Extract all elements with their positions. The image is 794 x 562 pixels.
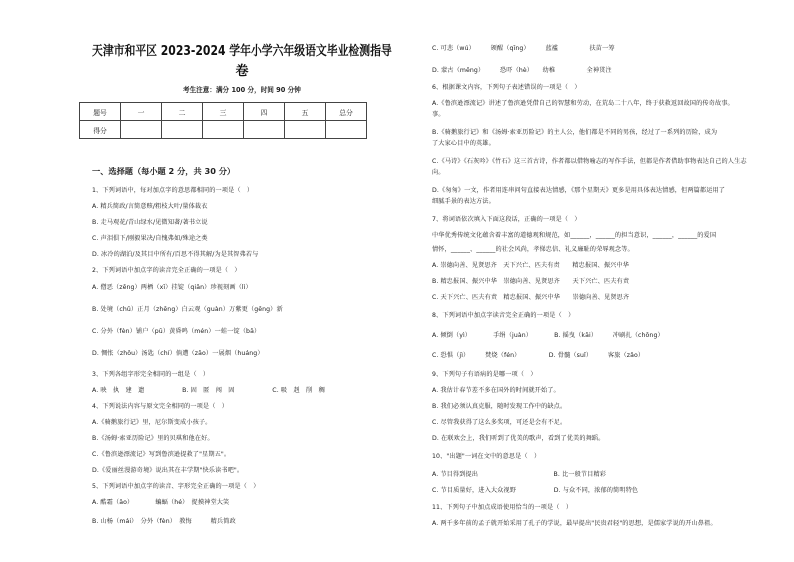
- question-line: A. 映 执 建 遗 B. 固 匿 闯 固 C. 吸 赳 削 稠: [92, 387, 325, 394]
- question-line: A.《鲁滨逊漂流记》讲述了鲁滨逊凭借自己的智慧和劳动，在荒岛二十八年，终于获救返回故国的传奇故事。: [432, 100, 734, 107]
- score-header-cell: 一: [121, 103, 162, 121]
- section-heading: 一、选择题（每小题 2 分，共 30 分）: [92, 166, 236, 176]
- question-line: D. 在联欢会上，我们听到了优美的歌声，看到了优美的舞蹈。: [432, 435, 605, 442]
- question-line: 6、根据课文内容，下列句子表述错误的一项是（ ）: [432, 84, 581, 91]
- question-line: 了大家心目中的英雄。: [432, 140, 495, 147]
- question-line: B. 走马观花/青山绿水/见微知著/著书立说: [92, 219, 208, 226]
- question-line: 向。: [432, 169, 445, 176]
- question-line: A. 倾倒（yì） 手绢（juàn） B. 摇曳（kāi） 冲刷扎（chōng）: [432, 332, 664, 339]
- question-line: 7、将词语依次填入下面这段话，正确的一项是（ ）: [432, 216, 581, 223]
- question-line: A. 两千多年前的孟子就开始采用了孔子的学说，最早提出"民贵君轻"的思想，是儒家学说的开山鼻祖。: [432, 520, 717, 527]
- question-line: D. 惆怅（zhōu）汤匙（chí）倘遭（zāo）一展烟（huáng）: [92, 350, 264, 357]
- question-line: C. 可悲（wú） 颁醒（qīng） 蓝褴 扶苗一筹: [432, 45, 615, 52]
- question-line: C.《马诗》《石灰吟》《竹石》这三首古诗，作者都以借物喻志的写作手法，但都是作者借助事物表达自己的人生志: [432, 158, 747, 165]
- score-table: [79, 102, 367, 139]
- score-table-header-row: [80, 103, 367, 121]
- question-line: C. 天下兴亡、匹夫有责 精忠报国、振兴中华 崇德向善、见贤思齐: [432, 294, 630, 301]
- exam-title-line1: 天津市和平区 2023-2024 学年小学六年级语文毕业检测指导: [92, 44, 392, 59]
- question-line: 8、下列词语中加点字读音完全正确的一项是（ ）: [432, 312, 575, 319]
- question-line: A.《骑鹅旅行记》里，尼尔斯变成小孩子。: [92, 419, 212, 426]
- question-line: 9、下列句子有语病的是哪一项（ ）: [432, 371, 537, 378]
- score-header-cell: 五: [285, 103, 326, 121]
- score-table-score-row: [80, 121, 367, 139]
- question-line: B. 精忠报国、振兴中华 崇德向善、见贤思齐 天下兴亡、匹夫有责: [432, 278, 630, 285]
- question-line: 3、下列各组字形完全相同的一组是（ ）: [92, 371, 210, 378]
- question-line: C. 恐惧（jì） 焚烧（fén） D. 骨髓（suǐ） 客旅（zǎo）: [432, 352, 645, 359]
- score-cell[interactable]: [203, 121, 244, 139]
- score-header-cell: 总分: [326, 103, 367, 121]
- question-line: A. 崇德向善、见贤思齐 天下兴亡、匹夫有责 精忠报国、振兴中华: [432, 262, 629, 269]
- question-line: B.《汤姆·索亚历险记》里的贝琪和他在好。: [92, 435, 214, 442]
- question-line: B.《骑鹅旅行记》和《汤姆·索亚历险记》的主人公，他们都是不同的男孩，经过了一系列的历险，成为: [432, 129, 718, 136]
- score-cell[interactable]: [285, 121, 326, 139]
- question-line: A. 节目得到提出 B. 比一般节目精彩: [432, 471, 607, 478]
- question-line: 4、下列说法内容与原文完全相同的一项是（ ）: [92, 403, 229, 410]
- question-line: A. 僧恶（zēng）两栖（xī）挂锭（qiān）珍视刻画（lì）: [92, 284, 252, 291]
- question-line: 2、下列词语中加点字的读音完全正确的一项是（ ）: [92, 267, 241, 274]
- score-header-cell: 三: [203, 103, 244, 121]
- question-line: D.《爱丽丝漫游奇境》说出其在丰学期"快乐读书吧"。: [92, 467, 244, 474]
- exam-title-line2: 卷: [235, 64, 249, 79]
- score-cell[interactable]: [326, 121, 367, 139]
- question-line: 11、下列句子中加点成语使用恰当的一项是（ ）: [432, 504, 573, 511]
- question-line: C. 节目质量好，进入大众视野 D. 与众不同，浓郁的简明特色: [432, 487, 639, 494]
- question-line: C. 声泪俱下/刚毅果决/自愧弗如/殊途之类: [92, 235, 208, 242]
- question-line: B. 处境（chǔ）正月（zhēng）白云观（guàn）万紫更（gēng）新: [92, 306, 283, 313]
- question-line: D. 冰冷的湖泊/及其目中所有/百思不得其解/为是其智弗若与: [92, 251, 259, 258]
- question-line: 1、下列词语中，每对加点字的意思都相同的一项是（ ）: [92, 187, 254, 194]
- question-line: 情怀，______、______的社会风尚，孝悌忠信、礼义廉耻的荣辱观念等。: [432, 246, 634, 253]
- question-line: 中华优秀传统文化蕴含着丰富的道德观和规范，如______，______的担当意识，______，______的爱国: [432, 232, 717, 239]
- question-line: D.《匆匆》一文，作者用连串问句直接表达情感，《那个星期天》更多是用具体表达情感，但两篇都运用了: [432, 187, 726, 194]
- question-line: B. 山杨（mái） 分外（fèn） 教悔 精兵简政: [92, 518, 236, 525]
- question-line: 事。: [432, 111, 445, 118]
- exam-notice: 考生注意：满分 100 分，时间 90 分钟: [183, 86, 301, 94]
- score-cell[interactable]: [121, 121, 162, 139]
- score-row-label: 得分: [80, 121, 121, 139]
- question-line: B. 我们必须认真克服，随时发现工作中的缺点。: [432, 403, 567, 410]
- question-line: C. 分外（fèn）铺户（pū）黄昏鸣（mén）一蛙一锭（bā）: [92, 328, 261, 335]
- score-cell[interactable]: [162, 121, 203, 139]
- question-line: 细腻手景的表达方法。: [432, 198, 495, 205]
- question-line: A. 我估计春节差不多在国外的时间就开始了。: [432, 387, 560, 394]
- score-header-cell: 二: [162, 103, 203, 121]
- question-line: C. 尽管我获得了这么多奖项，可还是会有不足。: [432, 419, 567, 426]
- question-line: D. 蒙古（mēng） 恐吓（hè） 幼稚 全神贯注: [432, 67, 612, 74]
- question-line: 10、"出题"一词在文中的意思是（ ）: [432, 453, 541, 460]
- question-line: C.《鲁滨逊漂流记》写到鲁滨逊提救了"星期五"。: [92, 451, 231, 458]
- score-header-cell: 题号: [80, 103, 121, 121]
- question-line: A. 酷霜（āo） 蝙蝠（hé） 捉摸神堂大笑: [92, 499, 230, 506]
- question-line: A. 精兵简政/言简意赅/粗枝大叶/量体裁衣: [92, 203, 208, 210]
- question-line: 5、下列词语中加点字的读音、字形完全正确的一项是（ ）: [92, 483, 260, 490]
- score-cell[interactable]: [244, 121, 285, 139]
- score-header-cell: 四: [244, 103, 285, 121]
